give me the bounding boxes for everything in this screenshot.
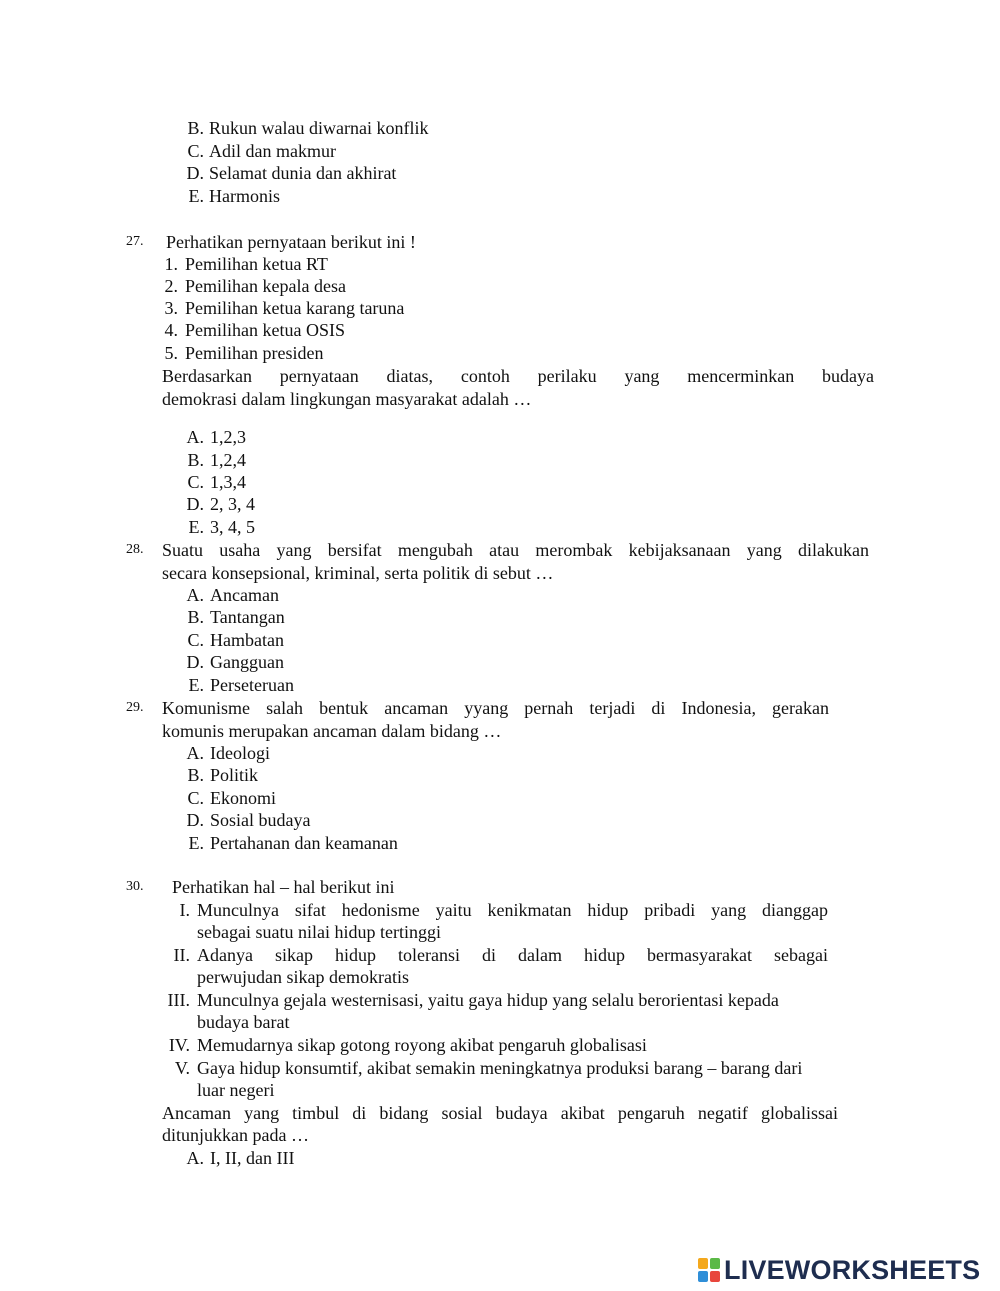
question-text-line: demokrasi dalam lingkungan masyarakat adalah … [162, 389, 532, 409]
option-text: Selamat dunia dan akhirat [209, 163, 397, 183]
roman-numeral: I. [179, 900, 190, 920]
list-item: Pemilihan presiden [185, 343, 324, 363]
option-text: Adil dan makmur [209, 141, 336, 161]
option-letter: D. [186, 494, 204, 514]
option-text: Tantangan [210, 607, 285, 627]
list-item: Pemilihan kepala desa [185, 276, 346, 296]
roman-numeral: II. [173, 945, 190, 965]
option-letter: B. [187, 450, 204, 470]
option-letter: A. [186, 1148, 204, 1168]
logo-square [710, 1271, 720, 1282]
list-number: 2. [164, 276, 178, 296]
option-text: Ancaman [210, 585, 279, 605]
question-text-line: ditunjukkan pada … [162, 1125, 309, 1145]
option-text: Gangguan [210, 652, 284, 672]
option-letter: B. [187, 118, 204, 138]
option-text: 1,3,4 [210, 472, 246, 492]
option-letter: D. [186, 810, 204, 830]
logo-text: LIVEWORKSHEETS [724, 1254, 981, 1285]
roman-numeral: IV. [168, 1035, 190, 1055]
option-letter: C. [187, 630, 204, 650]
question-number: 30. [126, 879, 144, 894]
option-letter: C. [187, 472, 204, 492]
list-number: 4. [164, 320, 178, 340]
option-text: Sosial budaya [210, 810, 311, 830]
question-text-line: Ancaman yang timbul di bidang sosial budaya akibat pengaruh negatif globalissai [162, 1103, 838, 1123]
option-text: Perseteruan [210, 675, 294, 695]
list-item: Pemilihan ketua RT [185, 254, 328, 274]
option-letter: A. [186, 427, 204, 447]
list-item-line: Munculnya gejala westernisasi, yaitu gaya hidup yang selalu berorientasi kepada [197, 990, 779, 1010]
option-text: 1,2,4 [210, 450, 246, 470]
option-letter: E. [188, 675, 204, 695]
question-text-line: Berdasarkan pernyataan diatas, contoh perilaku yang mencerminkan budaya [162, 366, 874, 386]
option-text: 3, 4, 5 [210, 517, 255, 537]
question-text-line: komunis merupakan ancaman dalam bidang … [162, 721, 502, 741]
list-item-line: budaya barat [197, 1012, 290, 1032]
list-item-line: luar negeri [197, 1080, 275, 1100]
option-letter: C. [187, 788, 204, 808]
option-text: 2, 3, 4 [210, 494, 255, 514]
question-text-line: secara konsepsional, kriminal, serta politik di sebut … [162, 563, 554, 583]
option-letter: D. [186, 652, 204, 672]
option-text: Politik [210, 765, 259, 785]
list-item-line: Memudarnya sikap gotong royong akibat pengaruh globalisasi [197, 1035, 647, 1055]
list-number: 3. [164, 298, 178, 318]
liveworksheets-logo [698, 1255, 980, 1285]
option-text: 1,2,3 [210, 427, 246, 447]
list-item-line: Adanya sikap hidup toleransi di dalam hidup bermasyarakat sebagai [197, 945, 828, 965]
option-letter: C. [187, 141, 204, 161]
option-text: Ekonomi [210, 788, 276, 808]
logo-grid-icon [698, 1258, 720, 1282]
option-letter: D. [186, 163, 204, 183]
option-letter: E. [188, 833, 204, 853]
option-text: I, II, dan III [210, 1148, 295, 1168]
question-text-line: Komunisme salah bentuk ancaman yyang pernah terjadi di Indonesia, gerakan [162, 698, 829, 718]
list-item-line: Munculnya sifat hedonisme yaitu kenikmatan hidup pribadi yang dianggap [197, 900, 828, 920]
option-text: Ideologi [210, 743, 270, 763]
question-prompt: Perhatikan pernyataan berikut ini ! [166, 232, 416, 252]
question-number: 27. [126, 234, 144, 249]
list-item-line: Gaya hidup konsumtif, akibat semakin meningkatnya produksi barang – barang dari [197, 1058, 803, 1078]
list-item-line: sebagai suatu nilai hidup tertinggi [197, 922, 441, 942]
option-letter: A. [186, 743, 204, 763]
question-number: 29. [126, 700, 144, 715]
list-item: Pemilihan ketua OSIS [185, 320, 345, 340]
question-text-line: Suatu usaha yang bersifat mengubah atau merombak kebijaksanaan yang dilakukan [162, 540, 869, 560]
option-letter: A. [186, 585, 204, 605]
logo-square [698, 1258, 708, 1269]
logo-square [710, 1258, 720, 1269]
list-number: 1. [164, 254, 178, 274]
option-letter: B. [187, 607, 204, 627]
option-letter: E. [188, 186, 204, 206]
list-item: Pemilihan ketua karang taruna [185, 298, 405, 318]
option-text: Hambatan [210, 630, 284, 650]
roman-numeral: V. [174, 1058, 190, 1078]
logo-square [698, 1271, 708, 1282]
option-text: Harmonis [209, 186, 280, 206]
question-prompt: Perhatikan hal – hal berikut ini [172, 877, 395, 897]
question-number: 28. [126, 542, 144, 557]
roman-numeral: III. [167, 990, 190, 1010]
option-text: Pertahanan dan keamanan [210, 833, 398, 853]
option-letter: B. [187, 765, 204, 785]
list-item-line: perwujudan sikap demokratis [197, 967, 409, 987]
list-number: 5. [164, 343, 178, 363]
option-text: Rukun walau diwarnai konflik [209, 118, 429, 138]
option-letter: E. [188, 517, 204, 537]
